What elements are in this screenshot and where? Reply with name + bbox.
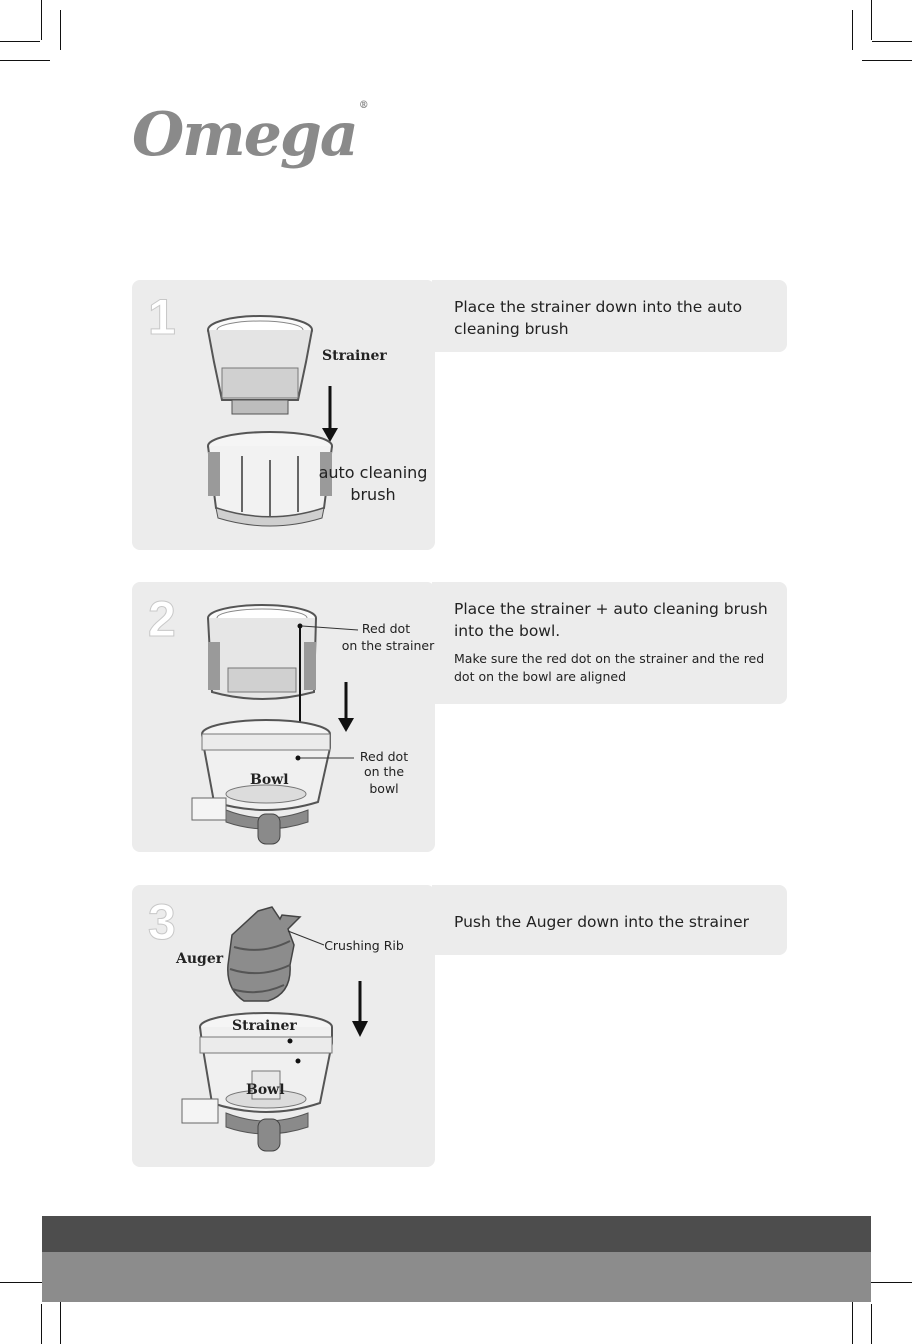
step-number: 1 (148, 289, 176, 345)
crop-mark (60, 10, 61, 50)
footer-bar-light (42, 1252, 871, 1302)
bowl-label: Bowl (246, 1082, 285, 1098)
auto-cleaning-brush-label: auto cleaning brush (318, 463, 428, 504)
red-dot-strainer-label-2: on the strainer (341, 638, 435, 653)
crop-mark (872, 41, 912, 42)
crop-mark (0, 41, 40, 42)
crushing-rib-label: Crushing Rib (324, 938, 404, 953)
step-1-panel (132, 280, 787, 550)
crop-mark (871, 1304, 872, 1344)
red-dot-bowl-label-2: on the bowl (363, 764, 405, 796)
step-2-panel (132, 582, 787, 852)
crop-mark (60, 1300, 61, 1344)
strainer-label: Strainer (232, 1018, 297, 1034)
crop-mark (852, 10, 853, 50)
step-instruction: Place the strainer down into the auto cleaning brush (454, 298, 743, 338)
red-dot-bowl-label-1: Red dot (359, 749, 409, 764)
crop-mark (852, 1300, 853, 1344)
auger-label: Auger (176, 951, 224, 967)
brand-logo: Omega ® (132, 100, 369, 170)
crop-mark (41, 1304, 42, 1344)
step-3-panel (132, 885, 787, 1167)
step-number: 2 (148, 591, 176, 647)
crop-mark (0, 60, 50, 61)
red-dot-strainer-label-1: Red dot (361, 621, 411, 636)
crop-mark (41, 0, 42, 40)
footer-bar-dark (42, 1216, 871, 1252)
strainer-label: Strainer (322, 348, 387, 364)
step-number: 3 (148, 894, 176, 950)
strainer-into-brush-illustration (132, 280, 435, 550)
step-instruction: Push the Auger down into the strainer (454, 913, 749, 931)
crop-mark (871, 0, 872, 40)
crop-mark (862, 60, 912, 61)
step-note: Make sure the red dot on the strainer and the red dot on the bowl are aligned (454, 651, 765, 684)
bowl-label: Bowl (250, 772, 289, 788)
step-instruction: Place the strainer + auto cleaning brush into the bowl. (454, 600, 768, 640)
